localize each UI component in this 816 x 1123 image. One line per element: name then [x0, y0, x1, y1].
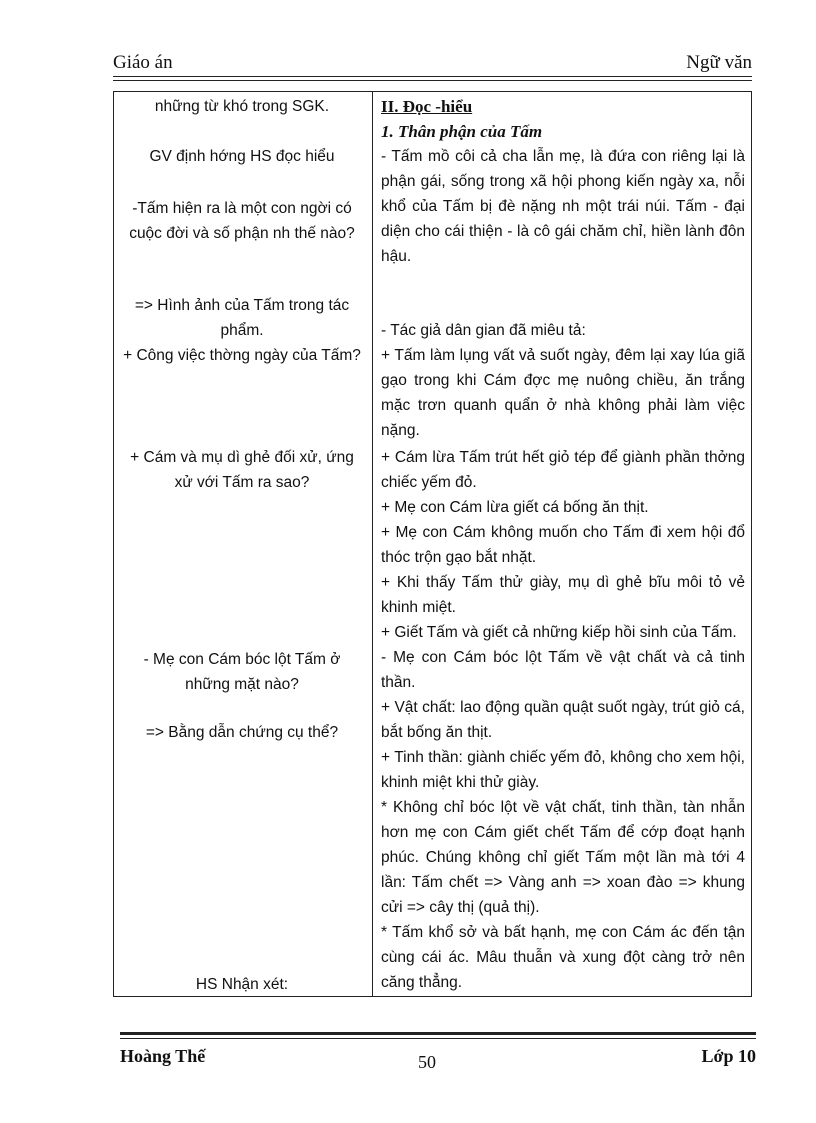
right-paragraph: + Tinh thần: giành chiếc yếm đỏ, không cho xem hội, khinh miệt khi thử giày. [381, 749, 745, 791]
left-cell-text: => Hình ảnh của Tấm trong tác phẩm. [134, 297, 350, 339]
right-paragraph: + Cám lừa Tấm trút hết giỏ tép để giành phần thởng chiếc yếm đỏ. [381, 449, 745, 491]
right-paragraph: * Không chỉ bóc lột về vật chất, tinh thần, tàn nhẫn hơn mẹ con Cám giết chết Tấm để cớp đoạt hạnh phúc. Chúng không chỉ giết Tấm một lần mà tới 4 lần: Tấm chết => Vàng anh => xoan đào => khung cửi => cây thị (quả thị). [381, 799, 745, 916]
right-paragraph: + Tấm làm lụng vất vả suốt ngày, đêm lại xay lúa giã gạo trong khi Cám đợc mẹ nuông chiều, ăn trắng mặc trơn quanh quẩn ở nhà không phải làm việc nặng. [381, 347, 745, 439]
footer-author: Hoàng Thế [120, 1046, 206, 1066]
right-paragraph: - Tấm mồ côi cả cha lẫn mẹ, là đứa con riêng lại là phận gái, sống trong xã hội phong kiến ngày xa, nỗi khổ của Tấm bị đè nặng nh một trái núi. Tấm - đại diện cho cái thiện - là cô gái chăm chỉ, hiền lành đôn hậu. [381, 148, 745, 265]
right-paragraph: - Tác giả dân gian đã miêu tả: [381, 322, 586, 339]
right-paragraph: + Mẹ con Cám lừa giết cá bống ăn thịt. [381, 499, 649, 516]
right-paragraph: + Vật chất: lao động quần quật suốt ngày, trút giỏ cá, bắt bống ăn thịt. [381, 699, 745, 741]
footer-rule [120, 1032, 756, 1035]
column-divider [372, 92, 373, 996]
left-cell-text: những từ khó trong SGK. [154, 98, 330, 115]
left-cell-text: -Tấm hiện ra là một con ngời có cuộc đời và số phận nh thế nào? [129, 200, 355, 242]
page-number: 50 [418, 1052, 436, 1072]
header-right: Ngữ văn [686, 52, 752, 73]
footer-class: Lớp 10 [701, 1046, 756, 1066]
header-rule [113, 76, 752, 77]
right-paragraph: + Mẹ con Cám không muốn cho Tấm đi xem hội đổ thóc trộn gạo bắt nhặt. [381, 524, 745, 566]
right-paragraph: - Mẹ con Cám bóc lột Tấm về vật chất và cả tinh thần. [381, 649, 745, 691]
footer-rule-2 [120, 1038, 756, 1039]
lesson-table [113, 91, 752, 997]
header-left: Giáo án [113, 52, 173, 73]
header-rule-2 [113, 80, 752, 81]
subsection-heading: 1. Thân phận của Tấm [381, 122, 543, 141]
right-paragraph: * Tấm khổ sở và bất hạnh, mẹ con Cám ác đến tận cùng cái ác. Mâu thuẫn và xung đột càng trở nên căng thẳng. [381, 924, 745, 991]
section-heading: II. Đọc -hiểu [381, 97, 473, 116]
left-cell-text: + Công việc thờng ngày của Tấm? [123, 347, 361, 364]
left-cell-text: HS Nhận xét: [195, 976, 289, 993]
left-cell-text: - Mẹ con Cám bóc lột Tấm ở những mặt nào? [143, 651, 341, 693]
right-paragraph: + Giết Tấm và giết cả những kiếp hồi sinh của Tấm. [381, 624, 737, 641]
left-cell-text: + Cám và mụ dì ghẻ đối xử, ứng xử với Tấm ra sao? [130, 449, 354, 491]
right-paragraph: + Khi thấy Tấm thử giày, mụ dì ghẻ bĩu môi tỏ vẻ khinh miệt. [381, 574, 745, 616]
left-cell-text: => Bằng dẫn chứng cụ thể? [145, 724, 339, 741]
left-cell-text: GV định hớng HS đọc hiểu [149, 148, 335, 165]
